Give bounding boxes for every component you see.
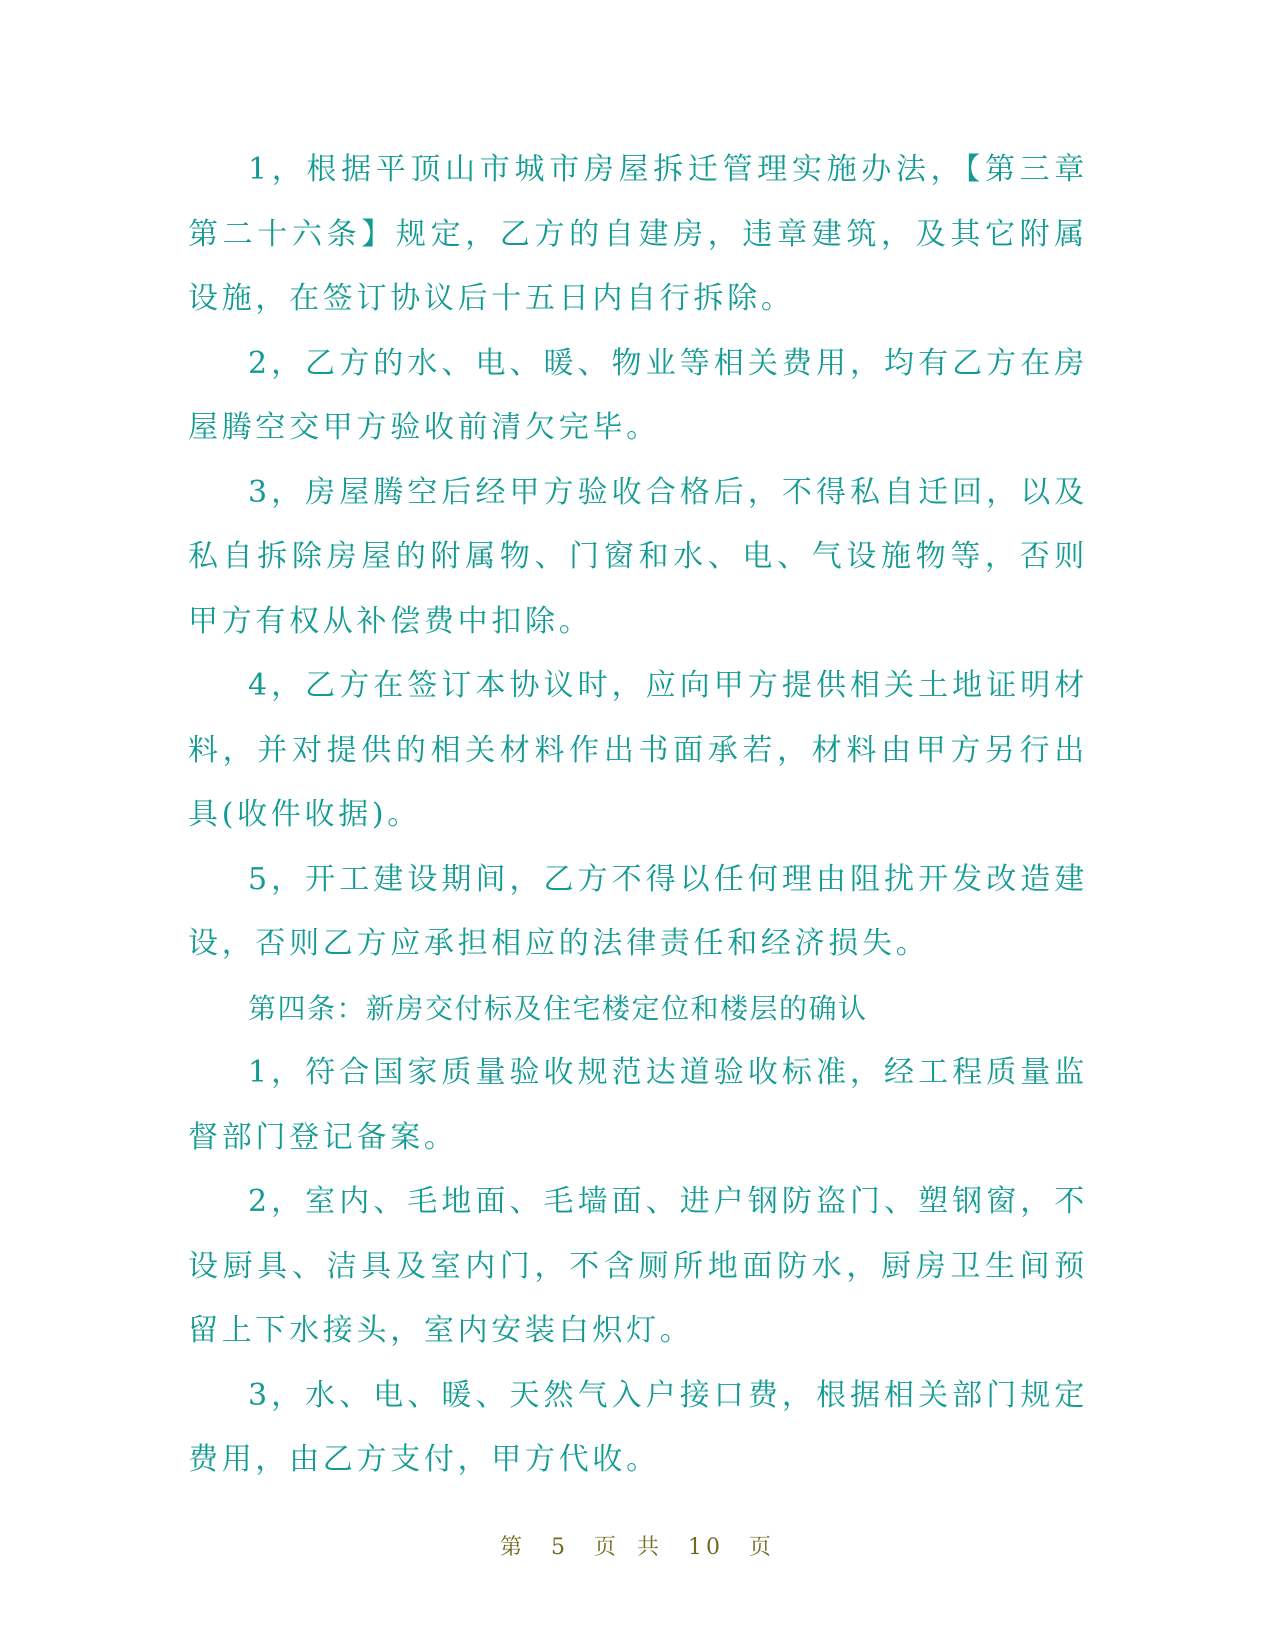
clause-paragraph-4: 4，乙方在签订本协议时，应向甲方提供相关土地证明材料，并对提供的相关材料作出书面承若，材料由甲方另行出具(收件收据)。 — [188, 668, 1088, 832]
clause-paragraph-5: 5，开工建设期间，乙方不得以任何理由阻扰开发改造建设，否则乙方应承担相应的法律责任和经济损失。 — [188, 861, 1088, 961]
section-paragraph-3: 3，水、电、暖、天然气入户接口费，根据相关部门规定费用，由乙方支付，甲方代收。 — [188, 1377, 1088, 1477]
footer-label-prefix: 第 — [499, 1535, 526, 1560]
footer-label-middle: 页 共 — [594, 1535, 663, 1560]
section-paragraph-2: 2，室内、毛地面、毛墙面、进户钢防盗门、塑钢窗，不设厨具、洁具及室内门，不含厕所地面防水，厨房卫生间预留上下水接头，室内安装白炽灯。 — [188, 1184, 1088, 1348]
footer-label-suffix: 页 — [749, 1535, 776, 1560]
clause-paragraph-3: 3，房屋腾空后经甲方验收合格后，不得私自迁回，以及私自拆除房屋的附属物、门窗和水、电、气设施物等，否则甲方有权从补偿费中扣除。 — [188, 474, 1088, 639]
clause-paragraph-2: 2，乙方的水、电、暖、物业等相关费用，均有乙方在房屋腾空交甲方验收前清欠完毕。 — [188, 345, 1088, 445]
footer-page-number: 5 — [551, 1535, 569, 1560]
footer-total-pages: 10 — [688, 1535, 724, 1560]
section-heading: 第四条：新房交付标及住宅楼定位和楼层的确认 — [248, 991, 868, 1025]
document-body — [188, 138, 1088, 1493]
clause-paragraph-1: 1，根据平顶山市城市房屋拆迁管理实施办法，【第三章第二十六条】规定，乙方的自建房，违章建筑，及其它附属设施，在签订协议后十五日内自行拆除。 — [188, 152, 1088, 316]
section-paragraph-1: 1，符合国家质量验收规范达道验收标准，经工程质量监督部门登记备案。 — [188, 1055, 1088, 1155]
page-footer — [0, 1530, 1275, 1561]
